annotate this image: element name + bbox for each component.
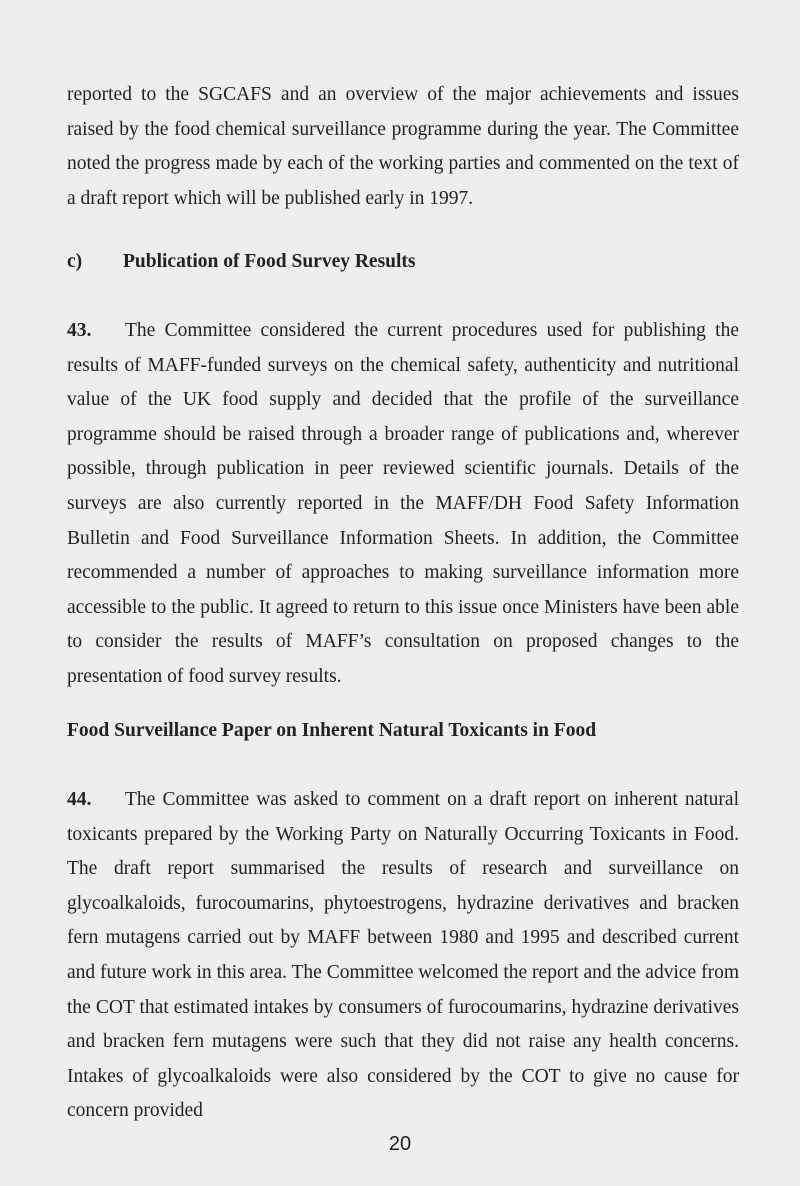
section-c-title: Publication of Food Survey Results [123,251,416,272]
paragraph-44-number: 44. [67,789,92,810]
paragraph-43 [67,314,739,695]
paragraph-43-number: 43. [67,320,92,341]
section-c-label: c) [67,251,83,272]
paragraph-44 [67,783,739,1129]
section-c-heading [67,251,416,273]
paragraph-44-text: The Committee was asked to comment on a draft report on inherent natural toxicants prepared by the Working Party on Naturally Occurring Toxicants in Food. The draft report summarised the results of research and surveillance on glycoalkaloids, furocoumarins, phytoestrogens, hydrazine derivatives and bracken fern mutagens carried out by MAFF between 1980 and 1995 and described current and future work in this area. The Committee welcomed the report and the advice from the COT that estimated intakes by consumers of furocoumarins, hydrazine derivatives and bracken fern mutagens were such that they did not raise any health concerns. Intakes of glycoalkaloids were also considered by the COT to give no cause for concern provided [67,789,739,1122]
intro-paragraph: reported to the SGCAFS and an overview of the major achievements and issues raised by the food chemical surveillance programme during the year. The Committee noted the progress made by each of the working parties and commented on the text of a draft report which will be published early in 1997. [67,84,739,209]
page-number: 20 [388,1133,412,1155]
paragraph-43-text: The Committee considered the current procedures used for publishing the results of MAFF-funded surveys on the chemical safety, authenticity and nutritional value of the UK food supply and decided that the profile of the surveillance programme should be raised through a broader range of publications and, wherever possible, through publication in peer reviewed scientific journals. Details of the surveys are also currently reported in the MAFF/DH Food Safety Information Bulletin and Food Surveillance Information Sheets. In addition, the Committee recommended a number of approaches to making surveillance information more accessible to the public. It agreed to return to this issue once Ministers have been able to consider the results of MAFF’s consultation on proposed changes to the presentation of food survey results. [67,320,739,687]
inherent-toxicants-heading: Food Surveillance Paper on Inherent Natural Toxicants in Food [67,720,597,741]
